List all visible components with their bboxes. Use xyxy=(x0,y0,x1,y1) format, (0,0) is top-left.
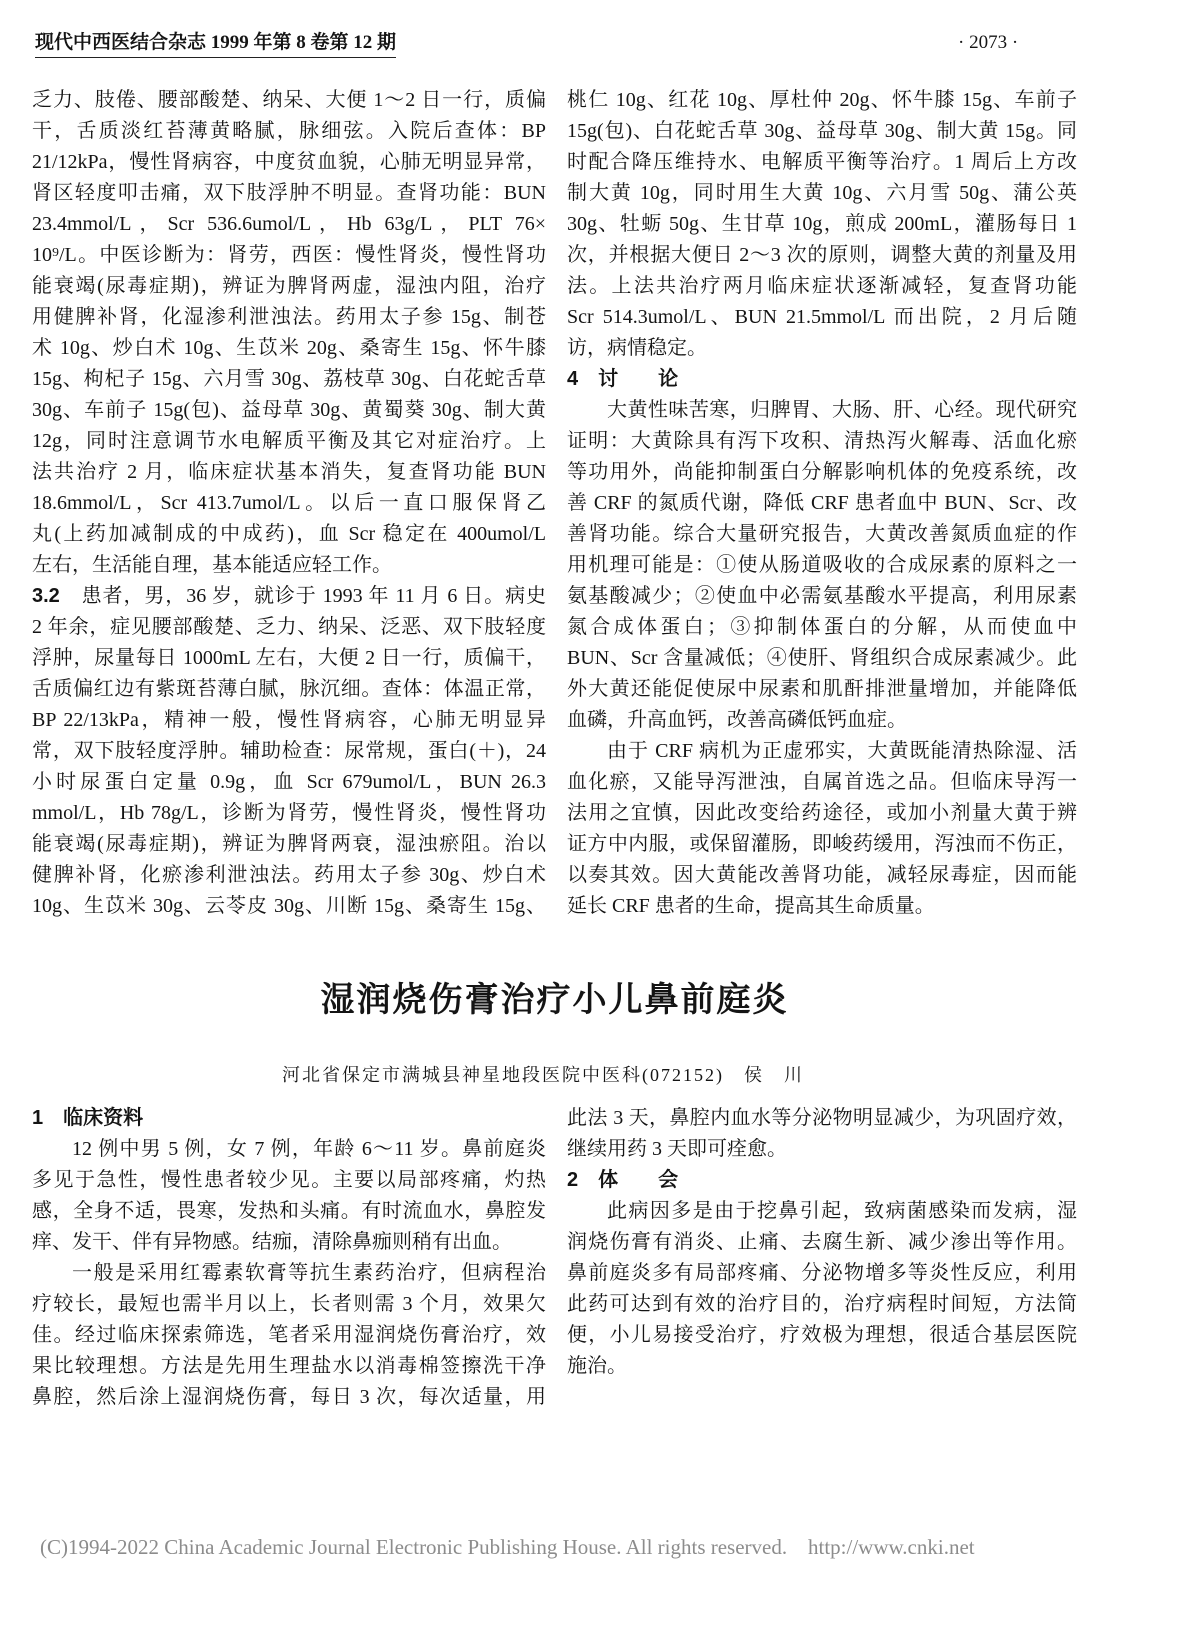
text-line: 氮合成体蛋白；③抑制体蛋白的分解，从而使血中 xyxy=(567,616,1077,638)
prev-article-left-column xyxy=(32,85,546,922)
text-line: 能衰竭(尿毒症期)，辨证为脾肾两虚，湿浊内阻，治疗 xyxy=(32,275,546,297)
text-line: 鼻腔，然后涂上湿润烧伤膏，每日 3 次，每次适量，用 xyxy=(32,1386,546,1408)
text-line: 法共治疗 2 月，临床症状基本消失，复查肾功能 BUN xyxy=(32,461,546,483)
text-line: 由于 CRF 病机为正虚邪实，大黄既能清热除湿、活 xyxy=(607,740,1077,762)
text-line: 10g、生苡米 30g、云苓皮 30g、川断 15g、桑寄生 15g、 xyxy=(32,895,546,917)
text-line: 12g，同时注意调节水电解质平衡及其它对症治疗。上 xyxy=(32,430,546,452)
text-line: 氨基酸减少；②使血中必需氨基酸水平提高，利用尿素 xyxy=(567,585,1077,607)
text-line: 10⁹/L。中医诊断为：肾劳，西医：慢性肾炎，慢性肾功 xyxy=(32,244,546,266)
text-line: 此法 3 天，鼻腔内血水等分泌物明显减少，为巩固疗效， xyxy=(567,1107,1077,1129)
text-line: 用健脾补肾，化湿渗利泄浊法。药用太子参 15g、制苍 xyxy=(32,306,546,328)
text-line: 果比较理想。方法是先用生理盐水以消毒棉签擦洗干净 xyxy=(32,1355,546,1377)
clinical-paragraph-2-continued xyxy=(567,1103,1077,1165)
prev-article-right-column xyxy=(567,85,1077,922)
text-line: 继续用药 3 天即可痊愈。 xyxy=(567,1138,787,1160)
text-line: 痒、发干、伴有异物感。结痂，清除鼻痂则稍有出血。 xyxy=(32,1231,512,1253)
text-line: 大黄性味苦寒，归脾胃、大肠、肝、心经。现代研究 xyxy=(607,399,1077,421)
text-line: 证方中内服，或保留灌肠，即峻药缓用，泻浊而不伤正， xyxy=(567,833,1077,855)
text-line: 18.6mmol/L，Scr 413.7umol/L。以后一直口服保肾乙 xyxy=(32,492,546,514)
text-line: 佳。经过临床探索筛选，笔者采用湿润烧伤膏治疗，效 xyxy=(32,1324,546,1346)
text-line: 润烧伤膏有消炎、止痛、去腐生新、减少渗出等作用。 xyxy=(567,1231,1077,1253)
case2-paragraph xyxy=(32,581,546,922)
cnki-url: http://www.cnki.net xyxy=(808,1535,975,1559)
case-number: 3.2 xyxy=(32,585,60,607)
text-line: 用机理可能是：①使从肠道吸收的合成尿素的原料之一 xyxy=(567,554,1077,576)
text-line: 常，双下肢轻度浮肿。辅助检查：尿常规，蛋白(＋)，24 xyxy=(32,740,546,762)
text-line: 浮肿，尿量每日 1000mL 左右，大便 2 日一行，质偏干， xyxy=(32,647,546,669)
text-line: 桃仁 10g、红花 10g、厚杜仲 20g、怀牛膝 15g、车前子 xyxy=(567,89,1077,111)
text-line: 延长 CRF 患者的生命，提高其生命质量。 xyxy=(567,895,935,917)
text-line: 舌质偏红边有紫斑苔薄白腻，脉沉细。查体：体温正常， xyxy=(32,678,546,700)
text-line: 30g、牡蛎 50g、生甘草 10g，煎成 200mL，灌肠每日 1 xyxy=(567,213,1077,235)
section-heading-discussion: 4 讨 论 xyxy=(567,368,679,390)
text-line: 12 例中男 5 例，女 7 例，年龄 6～11 岁。鼻前庭炎 xyxy=(72,1138,546,1160)
section-heading-experience: 2 体 会 xyxy=(567,1169,679,1191)
text-line: 小时尿蛋白定量 0.9g，血 Scr 679umol/L，BUN 26.3 xyxy=(32,771,546,793)
text-line: BP 22/13kPa，精神一般，慢性肾病容，心肺无明显异 xyxy=(32,709,546,731)
case2-continued-paragraph xyxy=(567,85,1077,364)
copyright-notice: (C)1994-2022 China Academic Journal Electronic Publishing House. All rights reserved. xyxy=(40,1535,788,1559)
text-line: 以奏其效。因大黄能改善肾功能，减轻尿毒症，因而能 xyxy=(567,864,1077,886)
text-line: 证明：大黄除具有泻下攻积、清热泻火解毒、活血化瘀 xyxy=(567,430,1077,452)
clinical-paragraph-2 xyxy=(32,1258,546,1413)
text-line: 肾区轻度叩击痛，双下肢浮肿不明显。查肾功能：BUN xyxy=(32,182,546,204)
text-line: 鼻前庭炎多有局部疼痛、分泌物增多等炎性反应，利用 xyxy=(567,1262,1077,1284)
text-line: 访，病情稳定。 xyxy=(567,337,707,359)
text-line: 善肾功能。综合大量研究报告，大黄改善氮质血症的作 xyxy=(567,523,1077,545)
discussion-paragraph-1 xyxy=(567,395,1077,736)
text-line: 15g(包)、白花蛇舌草 30g、益母草 30g、制大黄 15g。同 xyxy=(567,120,1077,142)
page-number: · 2073 · xyxy=(958,32,1019,53)
clinical-paragraph-1 xyxy=(32,1134,546,1258)
text-line: 疗较长，最短也需半月以上，长者则需 3 个月，效果欠 xyxy=(32,1293,546,1315)
text-line: 23.4mmol/L，Scr 536.6umol/L，Hb 63g/L，PLT 76× xyxy=(32,213,546,235)
discussion-paragraph-2 xyxy=(567,736,1077,922)
text-line: 丸(上药加减制成的中成药)，血 Scr 稳定在 400umol/L xyxy=(32,523,546,545)
section-heading-clinical-data: 1 临床资料 xyxy=(32,1107,144,1129)
text-line: 多见于急性，慢性患者较少见。主要以局部疼痛，灼热 xyxy=(32,1169,546,1191)
text-line: 法。上法共治疗两月临床症状逐渐减轻，复查肾功能 xyxy=(567,275,1077,297)
text-line: 外大黄还能促使尿中尿素和肌酐排泄量增加，并能降低 xyxy=(567,678,1077,700)
text-line: 30g、车前子 15g(包)、益母草 30g、黄蜀葵 30g、制大黄 xyxy=(32,399,546,421)
text-line: 感，全身不适，畏寒，发热和头痛。有时流血水，鼻腔发 xyxy=(32,1200,546,1222)
text-line: 血磷，升高血钙，改善高磷低钙血症。 xyxy=(567,709,907,731)
article-right-column xyxy=(567,1103,1077,1382)
text-line: 健脾补肾，化瘀渗利泄浊法。药用太子参 30g、炒白术 xyxy=(32,864,546,886)
journal-header: 现代中西医结合杂志 1999 年第 8 卷第 12 期 xyxy=(35,30,396,58)
text-line: 左右，生活能自理，基本能适应轻工作。 xyxy=(32,554,392,576)
case1-paragraph xyxy=(32,85,546,581)
author-affiliation: 河北省保定市满城县神星地段医院中医科(072152) 侯 川 xyxy=(282,1065,804,1085)
experience-paragraph xyxy=(567,1196,1077,1382)
text-line: 时配合降压维持水、电解质平衡等治疗。1 周后上方改 xyxy=(567,151,1077,173)
text-line: 15g、枸杞子 15g、六月雪 30g、荔枝草 30g、白花蛇舌草 xyxy=(32,368,546,390)
text-line: 法用之宜慎，因此改变给药途径，或加小剂量大黄于辨 xyxy=(567,802,1077,824)
text-line: 一般是采用红霉素软膏等抗生素药治疗，但病程治 xyxy=(72,1262,546,1284)
text-line: 等功用外，尚能抑制蛋白分解影响机体的免疫系统，改 xyxy=(567,461,1077,483)
text-line: Scr 514.3umol/L、BUN 21.5mmol/L 而出院，2 月后随 xyxy=(567,306,1077,328)
text-line: 干，舌质淡红苔薄黄略腻，脉细弦。入院后查体：BP xyxy=(32,120,546,142)
text-line: 乏力、肢倦、腰部酸楚、纳呆、大便 1～2 日一行，质偏 xyxy=(32,89,546,111)
text-line: 21/12kPa，慢性肾病容，中度贫血貌，心肺无明显异常， xyxy=(32,151,546,173)
text-line: 便，小儿易接受治疗，疗效极为理想，很适合基层医院 xyxy=(567,1324,1077,1346)
text-line: 此病因多是由于挖鼻引起，致病菌感染而发病，湿 xyxy=(607,1200,1077,1222)
case2-first-line xyxy=(32,581,546,612)
text-line: BUN、Scr 含量减低；④使肝、肾组织合成尿素减少。此 xyxy=(567,647,1077,669)
case2-first-text: 患者，男，36 岁，就诊于 1993 年 11 月 6 日。病史 xyxy=(59,585,546,607)
text-line: 此药可达到有效的治疗目的，治疗病程时间短，方法简 xyxy=(567,1293,1077,1315)
article-title: 湿润烧伤膏治疗小儿鼻前庭炎 xyxy=(320,981,789,1019)
text-line: mmol/L，Hb 78g/L，诊断为肾劳，慢性肾炎，慢性肾功 xyxy=(32,802,546,824)
text-line: 善 CRF 的氮质代谢，降低 CRF 患者血中 BUN、Scr、改 xyxy=(567,492,1077,514)
text-line: 能衰竭(尿毒症期)，辨证为脾肾两衰，湿浊瘀阻。治以 xyxy=(32,833,546,855)
text-line: 术 10g、炒白术 10g、生苡米 20g、桑寄生 15g、怀牛膝 xyxy=(32,337,546,359)
text-line: 血化瘀，又能导泻泄浊，自属首选之品。但临床导泻一 xyxy=(567,771,1077,793)
article-left-column xyxy=(32,1103,546,1413)
text-line: 制大黄 10g，同时用生大黄 10g、六月雪 50g、蒲公英 xyxy=(567,182,1077,204)
text-line: 2 年余，症见腰部酸楚、乏力、纳呆、泛恶、双下肢轻度 xyxy=(32,616,546,638)
text-line: 次，并根据大便日 2～3 次的原则，调整大黄的剂量及用 xyxy=(567,244,1077,266)
text-line: 施治。 xyxy=(567,1355,627,1377)
